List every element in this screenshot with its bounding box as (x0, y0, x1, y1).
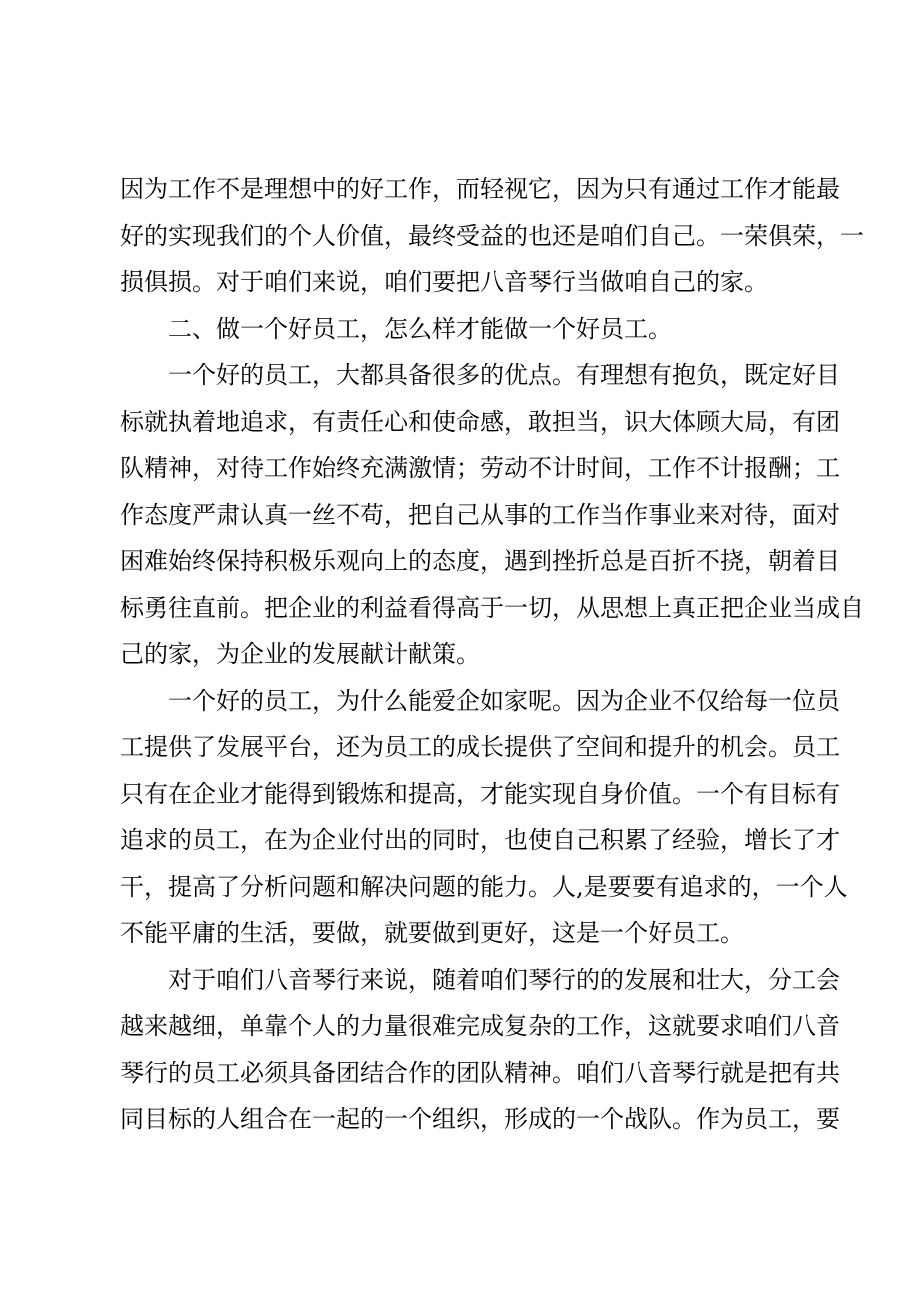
text-line: 不能平庸的生活，要做，就要做到更好，这是一个好员工。 (120, 919, 744, 947)
text-line: 损俱损。对于咱们来说，咱们要把八音琴行当做咱自己的家。 (120, 268, 768, 296)
text-line: 因为工作不是理想中的好工作，而轻视它，因为只有通过工作才能最 (120, 175, 840, 203)
text-line: 己的家，为企业的发展献计献策。 (120, 640, 480, 668)
text-line: 作态度严肃认真一丝不苟，把自己从事的工作当作事业来对待，面对 (120, 500, 840, 529)
text-line: 只有在企业才能得到锻炼和提高，才能实现自身价值。一个有目标有 (120, 779, 840, 808)
text-line: 标勇往直前。把企业的利益看得高于一切，从思想上真正把企业当成自 (120, 593, 864, 622)
document-body (120, 166, 864, 1143)
text-line: 干，提高了分析问题和解决问题的能力。人,是要要有追求的，一个人 (120, 872, 848, 901)
text-line: 一个好的员工，为什么能爱企如家呢。因为企业不仅给每一位员 (168, 686, 840, 715)
text-line: 琴行的员工必须具备团结合作的团队精神。咱们八音琴行就是把有共 (120, 1058, 840, 1087)
text-line: 对于咱们八音琴行来说，随着咱们琴行的的发展和壮大，分工会 (168, 965, 840, 994)
text-line: 好的实现我们的个人价值，最终受益的也还是咱们自己。一荣俱荣，一 (120, 221, 864, 250)
paragraph-2-heading (120, 306, 820, 353)
text-line: 越来越细，单靠个人的力量很难完成复杂的工作，这就要求咱们八音 (120, 1012, 840, 1040)
paragraph-4 (120, 678, 848, 957)
text-line: 同目标的人组合在一起的一个组织，形成的一个战队。作为员工，要 (120, 1105, 840, 1133)
paragraph-3 (120, 352, 864, 678)
text-line: 追求的员工，在为企业付出的同时，也使自己积累了经验，增长了才 (120, 826, 840, 854)
section-heading: 二、做一个好员工，怎么样才能做一个好员工。 (168, 314, 672, 343)
text-line: 标就执着地追求，有责任心和使命感，敢担当，识大体顾大局，有团 (120, 407, 840, 436)
text-line: 队精神，对待工作始终充满激情；劳动不计时间，工作不计报酬；工 (120, 454, 840, 482)
paragraph-1 (120, 166, 864, 306)
text-line: 一个好的员工，大都具备很多的优点。有理想有抱负，既定好目 (168, 361, 840, 389)
text-line: 困难始终保持积极乐观向上的态度，遇到挫折总是百折不挠，朝着目 (120, 547, 840, 575)
text-line: 工提供了发展平台，还为员工的成长提供了空间和提升的机会。员工 (120, 733, 840, 761)
paragraph-5 (120, 957, 840, 1143)
